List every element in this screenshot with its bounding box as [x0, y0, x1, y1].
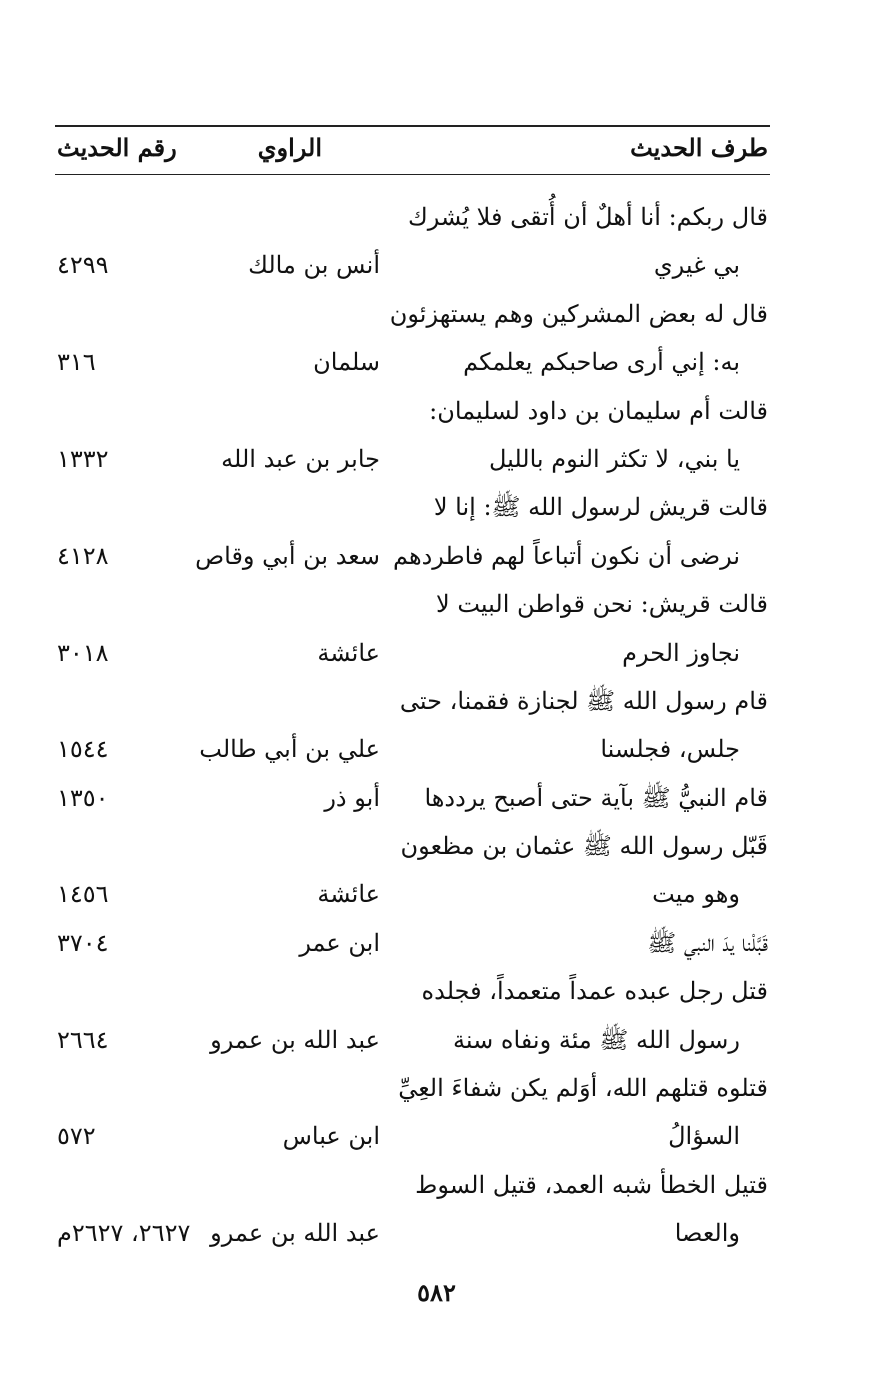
hadith-fragment: قَبَّلْنا يدَ النبي ﷺ: [647, 928, 768, 957]
table-row: [55, 679, 770, 727]
table-row: [55, 1114, 770, 1162]
hadith-fragment: قتيل الخطأ شبه العمد، قتيل السوط: [415, 1170, 768, 1199]
hadith-fragment: رسول الله ﷺ مئة ونفاه سنة: [453, 1025, 740, 1054]
table-row: [55, 195, 770, 243]
hadith-number: ٣٧٠٤: [57, 928, 109, 957]
header-number: رقم الحديث: [57, 133, 177, 162]
narrator: جابر بن عبد الله: [221, 444, 380, 473]
hadith-number: ٤٢٩٩: [57, 251, 109, 280]
hadith-number: ٥٧٢: [57, 1122, 96, 1151]
table-row: [55, 727, 770, 775]
narrator: أبو ذر: [324, 783, 380, 812]
hadith-fragment: قال له بعض المشركين وهم يستهزئون: [389, 299, 768, 328]
hadith-fragment: قام النبيُّ ﷺ بآية حتى أصبح يرددها: [424, 783, 768, 812]
hadith-fragment: جلس، فجلسنا: [600, 735, 740, 764]
narrator: عائشة: [317, 880, 380, 909]
hadith-fragment: قَبّل رسول الله ﷺ عثمان بن مظعون: [400, 832, 768, 861]
table-row: [55, 921, 770, 969]
table-row: [55, 1018, 770, 1066]
page-number: ٥٨٢: [417, 1278, 456, 1307]
table-row: [55, 340, 770, 388]
table-row: [55, 534, 770, 582]
hadith-fragment: قتلوه قتلهم الله، أوَلم يكن شفاءَ العِيِّ: [398, 1074, 768, 1103]
hadith-fragment: به: إني أرى صاحبكم يعلمكم: [463, 348, 740, 377]
table-body: [55, 195, 770, 1260]
table-row: [55, 872, 770, 920]
table-row: [55, 292, 770, 340]
hadith-number: ٢٦٦٤: [57, 1025, 109, 1054]
table-row: [55, 1211, 770, 1259]
table-row: [55, 389, 770, 437]
hadith-fragment: قالت قريش لرسول الله ﷺ: إنا لا: [433, 493, 768, 522]
hadith-number: ٣١٦: [57, 348, 96, 377]
header-fragment: طرف الحديث: [630, 133, 768, 162]
hadith-fragment: قتل رجل عبده عمداً متعمداً، فجلده: [421, 977, 768, 1006]
table-row: [55, 582, 770, 630]
hadith-fragment: قام رسول الله ﷺ لجنازة فقمنا، حتى: [399, 686, 768, 715]
hadith-number: ١٤٥٦: [57, 880, 109, 909]
header-rule: [55, 174, 770, 175]
table-row: [55, 1066, 770, 1114]
table-row: [55, 631, 770, 679]
hadith-number: ٢٦٢٧، ٢٦٢٧م: [57, 1219, 191, 1248]
narrator: أنس بن مالك: [248, 251, 380, 280]
narrator: عبد الله بن عمرو: [210, 1025, 380, 1054]
hadith-fragment: نجاوز الحرم: [622, 638, 740, 667]
top-rule: [55, 125, 770, 127]
hadith-number: ٣٠١٨: [57, 638, 109, 667]
narrator: سعد بن أبي وقاص: [195, 541, 380, 570]
table-row: [55, 969, 770, 1017]
hadith-number: ١٣٥٠: [57, 783, 109, 812]
hadith-number: ١٣٣٢: [57, 444, 109, 473]
hadith-fragment: وهو ميت: [652, 880, 740, 909]
table-row: [55, 243, 770, 291]
hadith-fragment: بي غيري: [653, 251, 740, 280]
hadith-fragment: والعصا: [674, 1219, 740, 1248]
narrator: ابن عمر: [299, 928, 380, 957]
hadith-fragment: قال ربكم: أنا أهلٌ أن أُتقى فلا يُشرك: [407, 203, 768, 231]
narrator: علي بن أبي طالب: [199, 735, 380, 764]
narrator: سلمان: [313, 348, 380, 377]
hadith-fragment: يا بني، لا تكثر النوم بالليل: [488, 444, 740, 473]
narrator: ابن عباس: [282, 1122, 380, 1151]
table-row: [55, 776, 770, 824]
table-row: [55, 1163, 770, 1211]
hadith-number: ٤١٢٨: [57, 541, 109, 570]
table-row: [55, 824, 770, 872]
table-header: [55, 133, 770, 167]
hadith-fragment: قالت أم سليمان بن داود لسليمان:: [429, 396, 768, 425]
narrator: عائشة: [317, 638, 380, 667]
table-row: [55, 485, 770, 533]
header-narrator: الراوي: [257, 133, 322, 162]
hadith-fragment: نرضى أن نكون أتباعاً لهم فاطردهم: [392, 541, 740, 570]
narrator: عبد الله بن عمرو: [210, 1219, 380, 1248]
table-row: [55, 437, 770, 485]
hadith-fragment: السؤالُ: [668, 1122, 740, 1151]
hadith-fragment: قالت قريش: نحن قواطن البيت لا: [436, 590, 768, 619]
hadith-number: ١٥٤٤: [57, 735, 109, 764]
